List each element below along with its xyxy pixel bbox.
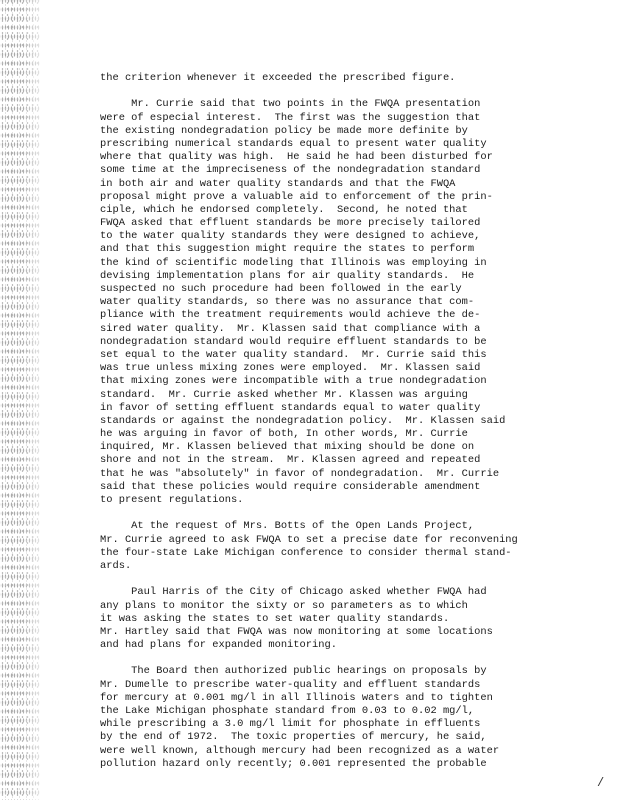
text-line: that he was "absolutely" in favor of nondegradation. Mr. Currie: [100, 467, 500, 480]
text-line: the existing nondegradation policy be made more definite by: [100, 124, 468, 137]
text-line: suspected no such procedure had been followed in the early: [100, 283, 462, 295]
text-line: Mr. Currie said that two points in the FWQA presentation: [100, 98, 481, 111]
paragraph-gap: [100, 85, 600, 98]
text-line: while prescribing a 3.0 mg/l limit for phosphate in effluents: [100, 718, 481, 731]
text-line: inquired, Mr. Klassen believed that mixing should be done on: [100, 441, 475, 454]
text-line: Mr. Hartley said that FWQA was now monitoring at some locations: [100, 625, 493, 638]
text-line: water quality standards, so there was no assurance that com-: [100, 296, 475, 309]
text-line: the four-state Lake Michigan conference to consider thermal stand-: [100, 546, 512, 559]
text-line: to the water quality standards they were designed to achieve,: [100, 230, 481, 243]
text-line: devising implementation plans for air quality standards. He: [100, 269, 475, 282]
text-line: the criterion whenever it exceeded the prescribed figure.: [100, 72, 456, 84]
text-line: that mixing zones were incompatible with a true nondegradation: [100, 375, 487, 388]
paragraph-gap: [100, 652, 600, 665]
text-line: to present regulations.: [100, 494, 244, 506]
text-line: were well known, although mercury had been recognized as a water: [100, 744, 500, 757]
text-line: where that quality was high. He said he had been disturbed for: [100, 151, 493, 164]
page-corner-mark: /: [597, 776, 605, 790]
text-line: pliance with the treatment requirements would achieve the de-: [100, 309, 481, 322]
text-line: were of especial interest. The first was the suggestion that: [100, 111, 481, 124]
text-line: in both air and water quality standards and that the FWQA: [100, 177, 456, 190]
text-line: was true unless mixing zones were employed. Mr. Klassen said: [100, 362, 481, 375]
text-line: standards or against the nondegradation policy. Mr. Klassen said: [100, 414, 506, 427]
text-line: proposal might prove a valuable aid to enforcement of the prin-: [100, 190, 493, 203]
text-line: he was arguing in favor of both, In other words, Mr. Currie: [100, 428, 468, 441]
text-line: The Board then authorized public hearings on proposals by: [100, 665, 487, 678]
document-body: [100, 72, 600, 771]
paragraph-gap: [100, 507, 600, 520]
text-line: ciple, which he endorsed completely. Second, he noted that: [100, 203, 468, 216]
text-line: pollution hazard only recently; 0.001 represented the probable: [100, 757, 487, 770]
text-line: ards.: [100, 559, 132, 572]
text-line: it was asking the states to set water quality standards.: [100, 612, 450, 625]
text-line: shore and not in the stream. Mr. Klassen agreed and repeated: [100, 454, 481, 467]
text-line: and that this suggestion might require the states to perform: [100, 243, 475, 256]
text-line: prescribing numerical standards equal to present water quality: [100, 137, 487, 150]
text-line: in favor of setting effluent standards equal to water quality: [100, 401, 481, 414]
text-line: FWQA asked that effluent standards be more precisely tailored: [100, 217, 481, 230]
scan-edge-fade: [22, 0, 48, 800]
text-line: the Lake Michigan phosphate standard from 0.03 to 0.02 mg/l,: [100, 705, 475, 717]
text-line: by the end of 1972. The toxic properties of mercury, he said,: [100, 731, 487, 744]
text-line: any plans to monitor the sixty or so parameters as to which: [100, 599, 468, 612]
text-line: some time at the impreciseness of the nondegradation standard: [100, 164, 481, 177]
text-line: Mr. Dumelle to prescribe water-quality and effluent standards: [100, 678, 481, 691]
text-line: standard. Mr. Currie asked whether Mr. Klassen was arguing: [100, 388, 468, 401]
text-line: sired water quality. Mr. Klassen said that compliance with a: [100, 322, 481, 335]
text-line: said that these policies would require considerable amendment: [100, 480, 481, 493]
text-line: for mercury at 0.001 mg/l in all Illinois waters and to tighten: [100, 691, 493, 704]
paragraph-gap: [100, 573, 600, 586]
text-line: Paul Harris of the City of Chicago asked whether FWQA had: [100, 586, 487, 599]
text-line: Mr. Currie agreed to ask FWQA to set a precise date for reconvening: [100, 533, 518, 546]
text-line: the kind of scientific modeling that Illinois was employing in: [100, 256, 487, 269]
text-line: and had plans for expanded monitoring.: [100, 639, 337, 652]
text-line: set equal to the water quality standard. Mr. Currie said this: [100, 348, 487, 361]
text-line: At the request of Mrs. Botts of the Open Lands Project,: [100, 520, 475, 533]
text-line: nondegradation standard would require effluent standards to be: [100, 335, 487, 348]
